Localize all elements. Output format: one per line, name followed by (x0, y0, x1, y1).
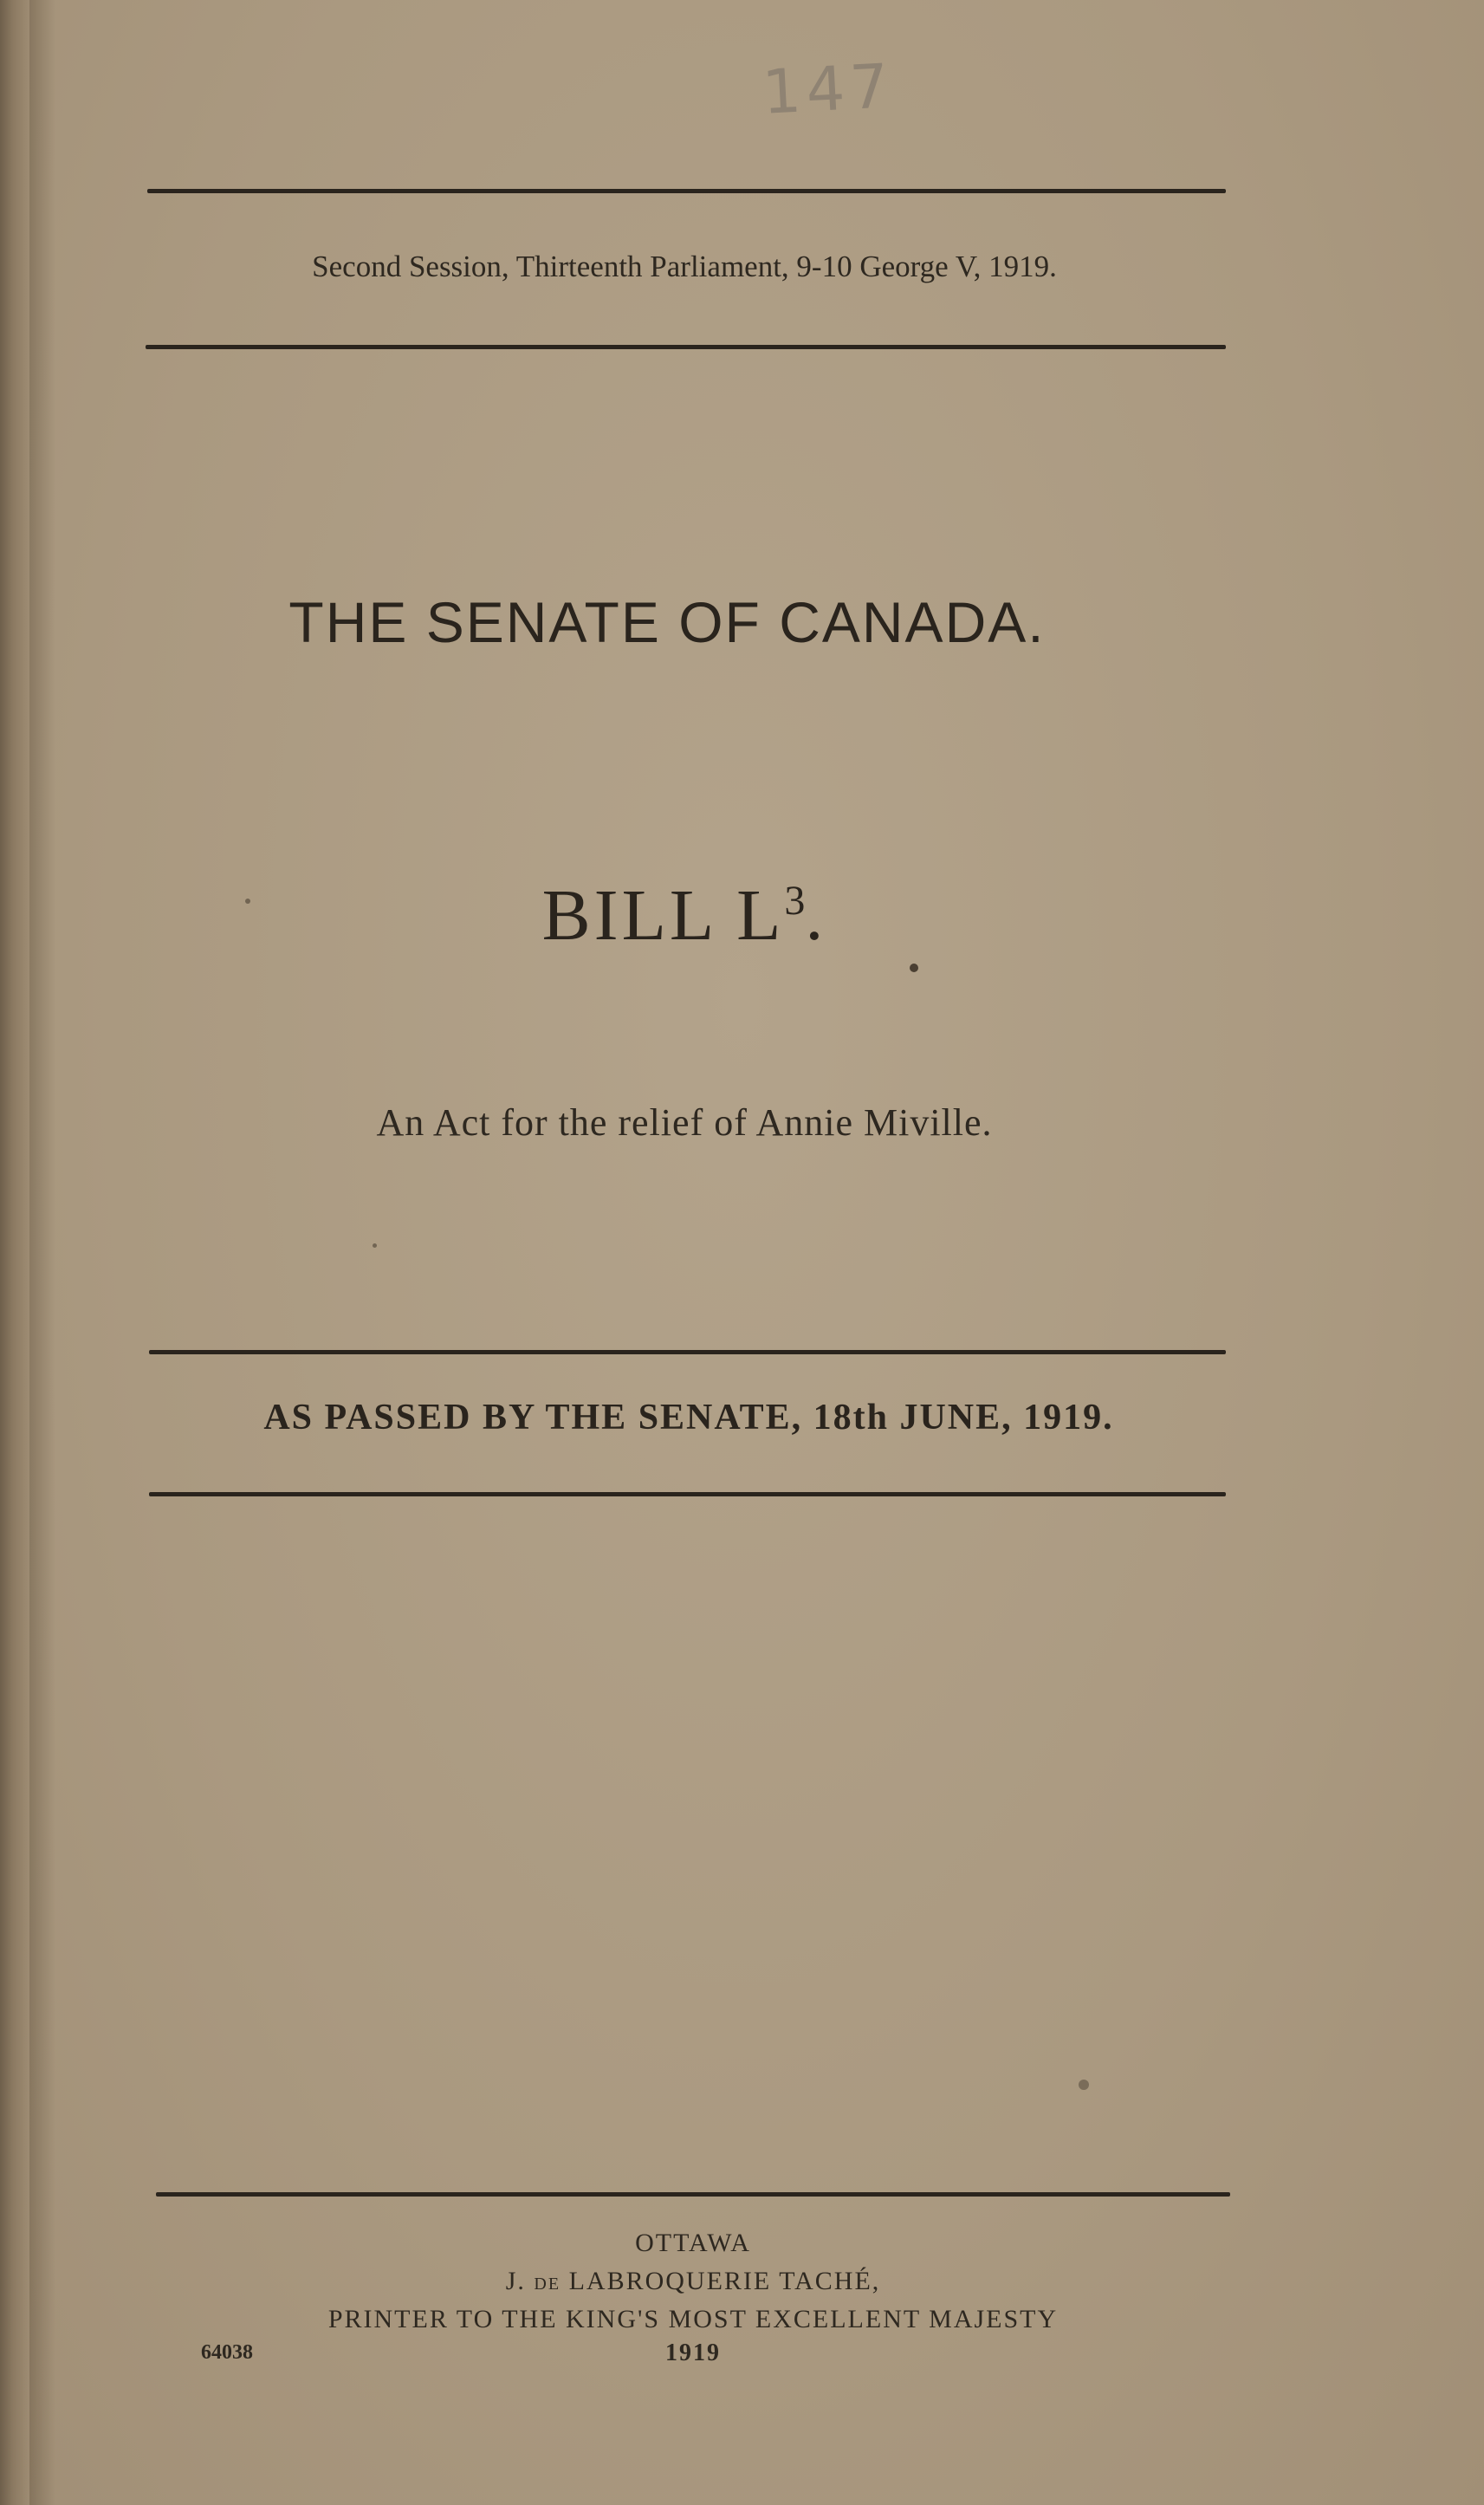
bill-number (0, 873, 1369, 957)
session-line: Second Session, Thirteenth Parliament, 9-10 George V, 1919. (312, 250, 1057, 283)
imprint-printer-title: PRINTER TO THE KING'S MOST EXCELLENT MAJESTY (327, 2305, 1059, 2333)
top-rule-upper (147, 189, 1226, 193)
bill-prefix: BILL L (541, 875, 785, 956)
paper-speck (910, 964, 918, 972)
printer-name: LABROQUERIE TACHÉ, (568, 2267, 881, 2295)
passage-statement: AS PASSED BY THE SENATE, 18th JUNE, 1919. (263, 1398, 1114, 1437)
paper-speck (373, 1243, 377, 1248)
bill-superscript: 3 (784, 878, 806, 924)
act-title: An Act for the relief of Annie Miville. (376, 1101, 993, 1144)
passage-rule-lower (149, 1492, 1226, 1496)
house-heading: THE SENATE OF CANADA. (288, 590, 1046, 654)
passage-rule-upper (149, 1350, 1226, 1354)
document-number: 64038 (201, 2341, 253, 2364)
printer-initial: J. (505, 2267, 526, 2295)
imprint-printer (0, 2267, 1386, 2296)
bill-suffix: . (805, 875, 827, 956)
imprint-city: OTTAWA (635, 2229, 751, 2257)
imprint-rule (156, 2192, 1230, 2197)
printer-particle: DE (534, 2275, 561, 2294)
binding-shadow (29, 0, 55, 2505)
binding-edge (0, 0, 29, 2505)
paper-speck (245, 899, 250, 904)
imprint-year: 1919 (665, 2340, 721, 2366)
top-rule-lower (146, 345, 1226, 349)
paper-speck (1079, 2080, 1089, 2090)
pencil-annotation: 147 (760, 50, 896, 128)
